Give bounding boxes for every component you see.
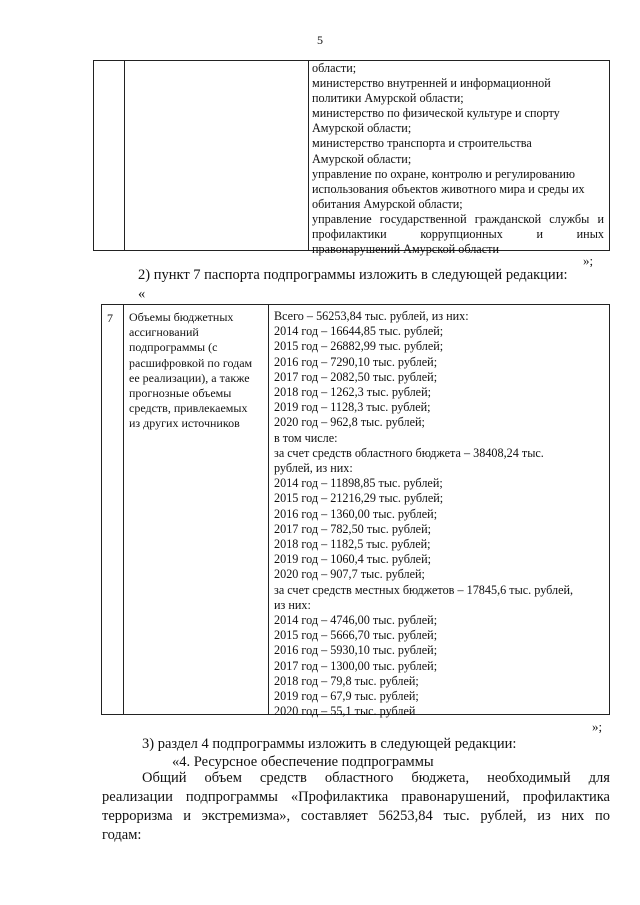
word: гражданской — [474, 211, 542, 226]
finance-line: 2014 год – 11898,85 тыс. рублей; — [274, 476, 443, 491]
label-line: прогнозные объемы — [129, 386, 232, 401]
table-cell-content — [312, 61, 604, 257]
word: средств — [259, 770, 307, 786]
finance-line: 2016 год – 7290,10 тыс. рублей; — [274, 354, 438, 369]
label-line: ее реализации), а также — [129, 370, 250, 385]
word: реализации — [102, 789, 173, 805]
table-line: обитания Амурской области; — [312, 196, 463, 211]
budget-table — [101, 304, 610, 719]
finance-line: 2015 год – 5666,70 тыс. рублей; — [274, 628, 438, 643]
word: иных — [576, 227, 604, 242]
body-line — [102, 807, 610, 826]
row-label — [129, 310, 252, 432]
word: профилактика — [522, 789, 610, 805]
word: рублей, — [480, 808, 527, 824]
word: бюджета, — [411, 770, 470, 786]
finance-line: за счет средств местных бюджетов – 17845,6 тыс. рублей, — [274, 582, 574, 597]
word: подпрограммы — [185, 789, 278, 805]
finance-line: 2019 год – 67,9 тыс. рублей; — [274, 689, 419, 704]
finance-line: 2014 год – 4746,00 тыс. рублей; — [274, 613, 438, 628]
word: необходимый — [487, 770, 571, 786]
word: по — [594, 808, 610, 824]
table-cell-label — [124, 305, 269, 714]
word: государственной — [379, 211, 467, 226]
table-cell-number — [94, 61, 125, 250]
finance-line: 2020 год – 55,1 тыс. рублей — [274, 704, 416, 719]
finance-line: 2020 год – 962,8 тыс. рублей; — [274, 415, 425, 430]
finance-line: 2019 год – 1060,4 тыс. рублей; — [274, 552, 431, 567]
table-line: министерство по физической культуре и спорту — [312, 106, 560, 121]
table-cell-finance — [269, 305, 609, 719]
closing-quote: »; — [583, 253, 594, 268]
finance-line: 2018 год – 79,8 тыс. рублей; — [274, 673, 419, 688]
finance-line: из них: — [274, 597, 311, 612]
body-line — [102, 826, 610, 845]
opening-quote: « — [138, 286, 146, 302]
word: службы — [549, 211, 590, 226]
finance-line: 2018 год – 1182,5 тыс. рублей; — [274, 537, 431, 552]
finance-line: 2016 год – 1360,00 тыс. рублей; — [274, 506, 438, 521]
body-line — [102, 788, 610, 807]
word: и — [597, 211, 604, 226]
table-line: Амурской области; — [312, 151, 412, 166]
label-line: расшифровкой по годам — [129, 355, 253, 370]
finance-line: рублей, из них: — [274, 461, 353, 476]
word: и — [536, 227, 544, 242]
table-line: министерство транспорта и строительства — [312, 136, 532, 151]
table-cell-label — [125, 61, 309, 250]
table-line: использования объектов животного мира и среды их — [312, 181, 585, 196]
finance-line: 2020 год – 907,7 тыс. рублей; — [274, 567, 425, 582]
table-line: Амурской области; — [312, 121, 412, 136]
word: годам: — [102, 827, 142, 843]
responsible-bodies-table — [93, 60, 610, 257]
word: для — [588, 770, 610, 786]
finance-line: Всего – 56253,84 тыс. рублей, из них: — [274, 309, 469, 323]
finance-line: в том числе: — [274, 430, 338, 445]
word: областного — [324, 770, 394, 786]
word: профилактики — [312, 227, 387, 242]
word: терроризма — [102, 808, 173, 824]
word: тыс. — [443, 808, 470, 824]
finance-line: 2017 год – 2082,50 тыс. рублей; — [274, 369, 438, 384]
finance-line: 2018 год – 1262,3 тыс. рублей; — [274, 385, 431, 400]
table-line: области; — [312, 61, 357, 75]
word: «Профилактика — [290, 789, 389, 805]
word: управление — [312, 211, 372, 226]
word: объем — [204, 770, 242, 786]
table-line: правонарушений Амурской области — [312, 242, 499, 257]
table-line: политики Амурской области; — [312, 91, 464, 106]
label-line: из других источников — [129, 416, 240, 431]
finance-line: 2017 год – 1300,00 тыс. рублей; — [274, 658, 438, 673]
word: правонарушений, — [401, 789, 510, 805]
word: из — [537, 808, 551, 824]
word: них — [561, 808, 585, 824]
closing-quote: »; — [592, 719, 603, 734]
table-line-justified — [312, 227, 604, 242]
word: составляет — [300, 808, 368, 824]
finance-line: 2015 год – 26882,99 тыс. рублей; — [274, 339, 444, 354]
word: экстремизма», — [201, 808, 291, 824]
word: 56253,84 — [378, 808, 433, 824]
item-3-text: 3) раздел 4 подпрограммы изложить в следующей редакции: — [142, 736, 517, 752]
table-line-justified — [312, 212, 604, 227]
finance-line: за счет средств областного бюджета – 38408,24 тыс. — [274, 445, 544, 460]
finance-line: 2016 год – 5930,10 тыс. рублей; — [274, 643, 438, 658]
finance-line: 2017 год – 782,50 тыс. рублей; — [274, 521, 431, 536]
label-line: средств, привлекаемых — [129, 401, 248, 416]
table-line: управление по охране, контролю и регулированию — [312, 166, 576, 181]
word: коррупционных — [420, 227, 503, 242]
label-line: подпрограммы (с — [129, 340, 218, 355]
label-line: ассигнований — [129, 325, 199, 340]
item-2-text: 2) пункт 7 паспорта подпрограммы изложить в следующей редакции: — [138, 267, 568, 283]
word: и — [183, 808, 192, 824]
word: Общий — [142, 770, 187, 786]
page-number: 5 — [317, 33, 323, 47]
finance-line: 2014 год – 16644,85 тыс. рублей; — [274, 324, 444, 339]
section-heading: «4. Ресурсное обеспечение подпрограммы — [172, 754, 434, 770]
table-cell-number — [102, 305, 124, 714]
body-line — [102, 769, 610, 788]
finance-line: 2015 год – 21216,29 тыс. рублей; — [274, 491, 444, 506]
finance-lines — [274, 309, 573, 719]
body-paragraph — [102, 769, 610, 845]
row-number: 7 — [107, 311, 113, 325]
label-line: Объемы бюджетных — [129, 310, 234, 324]
table-line: министерство внутренней и информационной — [312, 76, 551, 91]
finance-line: 2019 год – 1128,3 тыс. рублей; — [274, 400, 431, 415]
